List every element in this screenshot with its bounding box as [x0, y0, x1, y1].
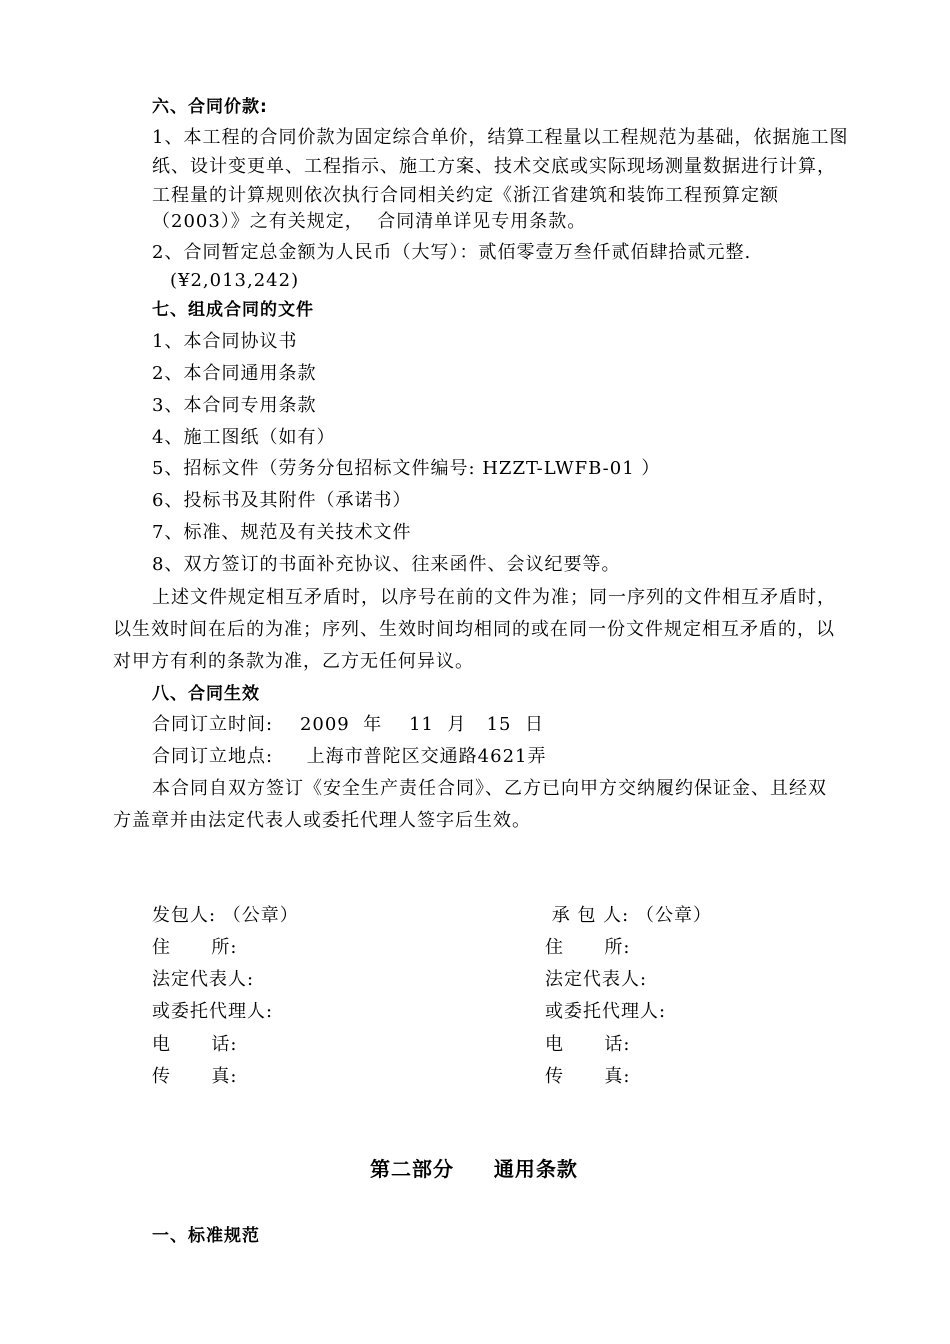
contractor-fax-label: 传 真: [545, 1066, 631, 1087]
sec7-item: 7、标准、规范及有关技术文件 [152, 522, 412, 543]
sec6-p1-line4: （2003）》之有关规定， 合同清单详见专用条款。 [152, 211, 587, 232]
sec7-item: 5、招标文件（劳务分包招标文件编号: HZZT-LWFB-01 ） [152, 458, 661, 479]
sec7-item: 4、施工图纸（如有） [152, 427, 336, 448]
sec7-item: 8、双方签订的书面补充协议、往来函件、会议纪要等。 [152, 554, 621, 575]
section-8-heading: 八、合同生效 [152, 684, 260, 704]
sec7-item: 1、本合同协议书 [152, 331, 298, 352]
contractor-agent-label: 或委托代理人: [545, 1001, 667, 1022]
sec8-body-line1: 本合同自双方签订《安全生产责任合同》、乙方已向甲方交纳履约保证金、且经双 [152, 778, 827, 799]
employer-agent-label: 或委托代理人: [152, 1001, 274, 1022]
contractor-legal-rep-label: 法定代表人: [545, 969, 648, 990]
contractor-phone-label: 电 话: [545, 1034, 631, 1055]
contract-date: 合同订立时间: 2009 年 11 月 15 日 [152, 714, 544, 735]
sec6-p1-line2: 纸、设计变更单、工程指示、施工方案、技术交底或实际现场测量数据进行计算， [152, 156, 836, 177]
sec6-p1-line1: 1、本工程的合同价款为固定综合单价，结算工程量以工程规范为基础，依据施工图 [152, 127, 849, 148]
contract-place: 合同订立地点: 上海市普陀区交通路4621弄 [152, 746, 547, 767]
sec7-note-line3: 对甲方有利的条款为准，乙方无任何异议。 [113, 651, 474, 672]
sec7-note-line1: 上述文件规定相互矛盾时，以序号在前的文件为准；同一序列的文件相互矛盾时， [152, 587, 836, 608]
sec7-note-line2: 以生效时间在后的为准；序列、生效时间均相同的或在同一份文件规定相互矛盾的，以 [113, 619, 835, 640]
employer-legal-rep-label: 法定代表人: [152, 969, 255, 990]
contractor-address-label: 住 所: [545, 937, 631, 958]
employer-phone-label: 电 话: [152, 1034, 238, 1055]
part-2-section-1-heading: 一、标准规范 [152, 1226, 260, 1246]
contractor-seal-label: 承 包 人: （公章） [545, 905, 712, 926]
part-2-title: 第二部分 通用条款 [370, 1157, 578, 1181]
sec7-item: 3、本合同专用条款 [152, 395, 317, 416]
employer-seal-label: 发包人: （公章） [152, 905, 299, 926]
employer-address-label: 住 所: [152, 937, 238, 958]
sec6-p2-line1: 2、合同暂定总金额为人民币（大写）：贰佰零壹万叁仟贰佰肆拾贰元整. [152, 242, 752, 263]
sec7-item: 6、投标书及其附件（承诺书） [152, 490, 412, 511]
section-6-heading: 六、合同价款: [152, 97, 268, 117]
sec6-p1-line3: 工程量的计算规则依次执行合同相关约定《浙江省建筑和装饰工程预算定额 [152, 185, 779, 206]
sec6-p2-amount: (¥2,013,242) [170, 270, 300, 291]
employer-fax-label: 传 真: [152, 1066, 238, 1087]
sec8-body-line2: 方盖章并由法定代表人或委托代理人签字后生效。 [113, 810, 531, 831]
section-7-heading: 七、组成合同的文件 [152, 300, 314, 320]
sec7-item: 2、本合同通用条款 [152, 363, 317, 384]
